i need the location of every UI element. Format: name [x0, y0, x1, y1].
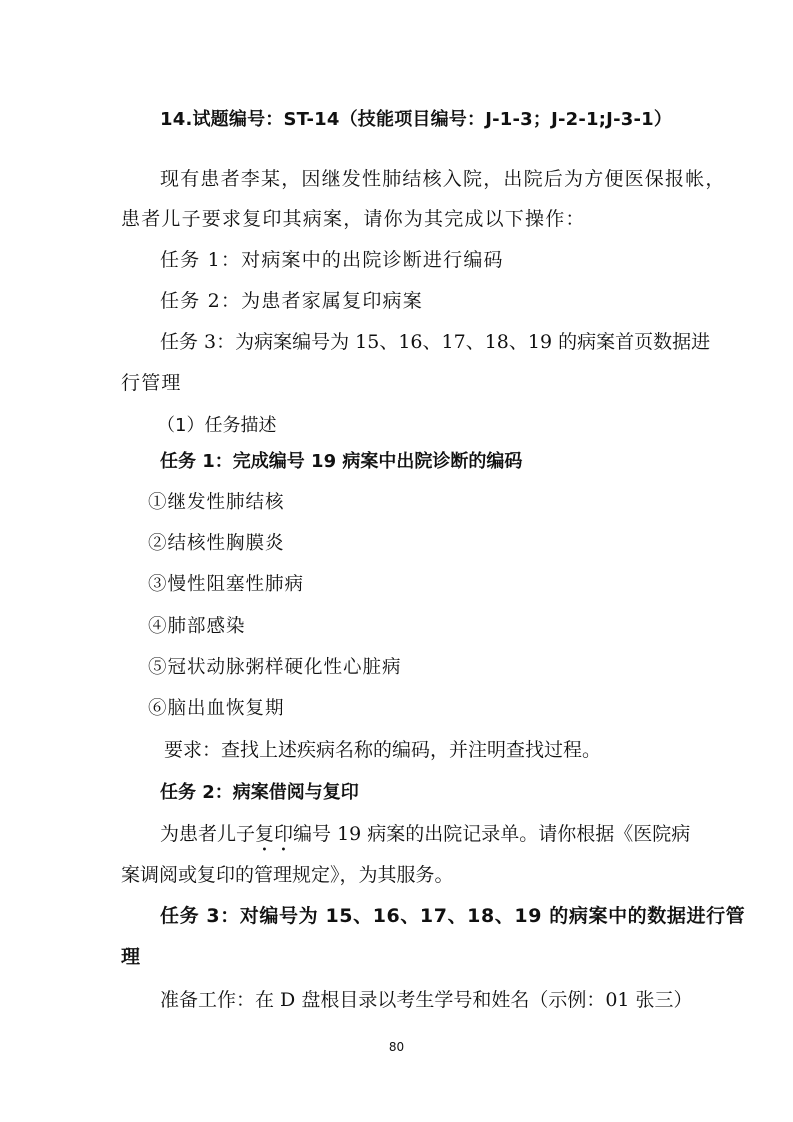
diagnosis-item: ⑤冠状动脉粥样硬化性心脏病 — [148, 657, 402, 678]
task-2-line-1-start: 为患者儿子 — [160, 823, 256, 845]
diagnosis-item: ①继发性肺结核 — [148, 492, 285, 513]
overview-task-1: 任务 1：对病案中的出院诊断进行编码 — [160, 249, 504, 271]
page-number: 80 — [388, 1040, 405, 1054]
diagnosis-item: ②结核性胸膜炎 — [148, 533, 285, 554]
task-2-emphasis: 复印 — [255, 823, 294, 845]
diagnosis-item: ④肺部感染 — [148, 616, 246, 637]
question-title: 14.试题编号：ST-14（技能项目编号：J-1-3；J-2-1;J-3-1） — [160, 109, 673, 130]
task-3-heading-line-2: 理 — [121, 946, 141, 968]
overview-task-2: 任务 2：为患者家属复印病案 — [160, 290, 423, 312]
intro-line-1: 现有患者李某，因继发性肺结核入院，出院后为方便医保报帐， — [160, 168, 726, 190]
diagnosis-item: ⑥脑出血恢复期 — [148, 698, 285, 719]
task-3-heading-line-1: 任务 3：对编号为 15、16、17、18、19 的病案中的数据进行管 — [160, 905, 746, 927]
task-2-heading: 任务 2：病案借阅与复印 — [160, 782, 359, 803]
section-heading: （1）任务描述 — [157, 415, 277, 436]
task-1-heading: 任务 1：完成编号 19 病案中出院诊断的编码 — [160, 451, 523, 472]
task-2-line-1 — [160, 822, 690, 856]
intro-line-2: 患者儿子要求复印其病案，请你为其完成以下操作： — [121, 208, 586, 230]
task-1-requirement: 要求：查找上述疾病名称的编码，并注明查找过程。 — [164, 739, 602, 761]
task-2-line-2: 案调阅或复印的管理规定》，为其服务。 — [121, 864, 454, 886]
diagnosis-item: ③慢性阻塞性肺病 — [148, 574, 305, 595]
task-3-preparation: 准备工作：在 D 盘根目录以考生学号和姓名（示例：01 张三） — [160, 989, 693, 1011]
task-2-line-1-end: 编号 19 病案的出院记录单。请你根据《医院病 — [293, 823, 691, 845]
overview-task-3-line-2: 行管理 — [121, 372, 182, 394]
overview-task-3-line-1: 任务 3：为病案编号为 15、16、17、18、19 的病案首页数据进 — [160, 331, 711, 353]
